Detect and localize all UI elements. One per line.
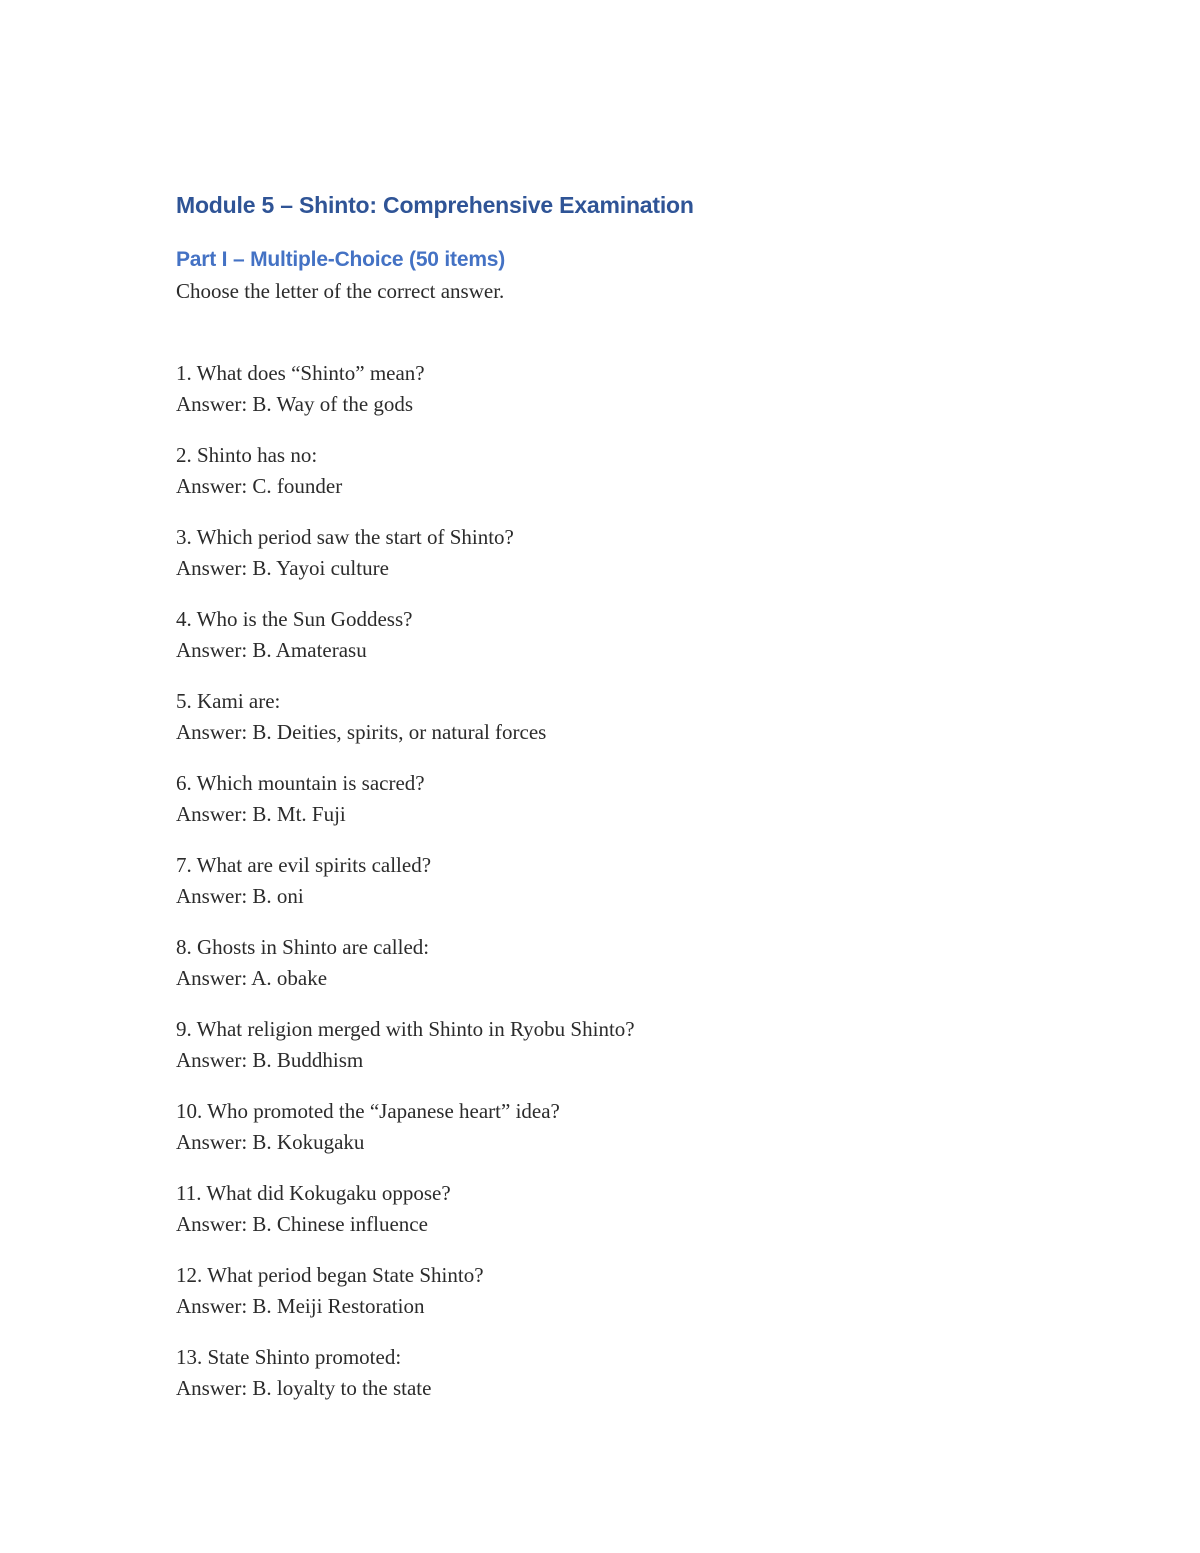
question-item xyxy=(176,1342,1076,1404)
question-item xyxy=(176,1260,1076,1322)
answer-text: Answer: B. Deities, spirits, or natural forces xyxy=(176,720,547,744)
answer-text: Answer: B. oni xyxy=(176,884,304,908)
question-item xyxy=(176,1178,1076,1240)
question-text: 2. Shinto has no: xyxy=(176,443,318,467)
question-list xyxy=(176,358,1076,1404)
question-item xyxy=(176,440,1076,502)
question-text: 8. Ghosts in Shinto are called: xyxy=(176,935,430,959)
answer-text: Answer: B. Chinese influence xyxy=(176,1212,428,1236)
answer-text: Answer: B. Kokugaku xyxy=(176,1130,365,1154)
question-text: 4. Who is the Sun Goddess? xyxy=(176,607,413,631)
question-text: 5. Kami are: xyxy=(176,689,281,713)
question-item xyxy=(176,1096,1076,1158)
question-item xyxy=(176,1014,1076,1076)
question-text: 3. Which period saw the start of Shinto? xyxy=(176,525,514,549)
question-text: 11. What did Kokugaku oppose? xyxy=(176,1181,451,1205)
question-text: 12. What period began State Shinto? xyxy=(176,1263,484,1287)
question-text: 13. State Shinto promoted: xyxy=(176,1345,402,1369)
question-text: 10. Who promoted the “Japanese heart” idea? xyxy=(176,1099,560,1123)
question-item xyxy=(176,768,1076,830)
question-item xyxy=(176,358,1076,420)
question-item xyxy=(176,932,1076,994)
question-item xyxy=(176,686,1076,748)
instruction-text: Choose the letter of the correct answer. xyxy=(176,279,505,303)
answer-text: Answer: B. Meiji Restoration xyxy=(176,1294,425,1318)
question-text: 6. Which mountain is sacred? xyxy=(176,771,425,795)
question-text: 7. What are evil spirits called? xyxy=(176,853,432,877)
question-item xyxy=(176,850,1076,912)
question-text: 9. What religion merged with Shinto in Ryobu Shinto? xyxy=(176,1017,635,1041)
answer-text: Answer: B. Yayoi culture xyxy=(176,556,389,580)
document-title: Module 5 – Shinto: Comprehensive Examination xyxy=(176,192,694,218)
answer-text: Answer: B. Way of the gods xyxy=(176,392,414,416)
document-content xyxy=(176,188,1076,1424)
question-text: 1. What does “Shinto” mean? xyxy=(176,361,425,385)
answer-text: Answer: A. obake xyxy=(176,966,328,990)
answer-text: Answer: B. Amaterasu xyxy=(176,638,367,662)
answer-text: Answer: B. Mt. Fuji xyxy=(176,802,346,826)
part-heading: Part I – Multiple-Choice (50 items) xyxy=(176,248,506,271)
answer-text: Answer: B. Buddhism xyxy=(176,1048,364,1072)
answer-text: Answer: C. founder xyxy=(176,474,343,498)
question-item xyxy=(176,604,1076,666)
answer-text: Answer: B. loyalty to the state xyxy=(176,1376,432,1400)
question-item xyxy=(176,522,1076,584)
